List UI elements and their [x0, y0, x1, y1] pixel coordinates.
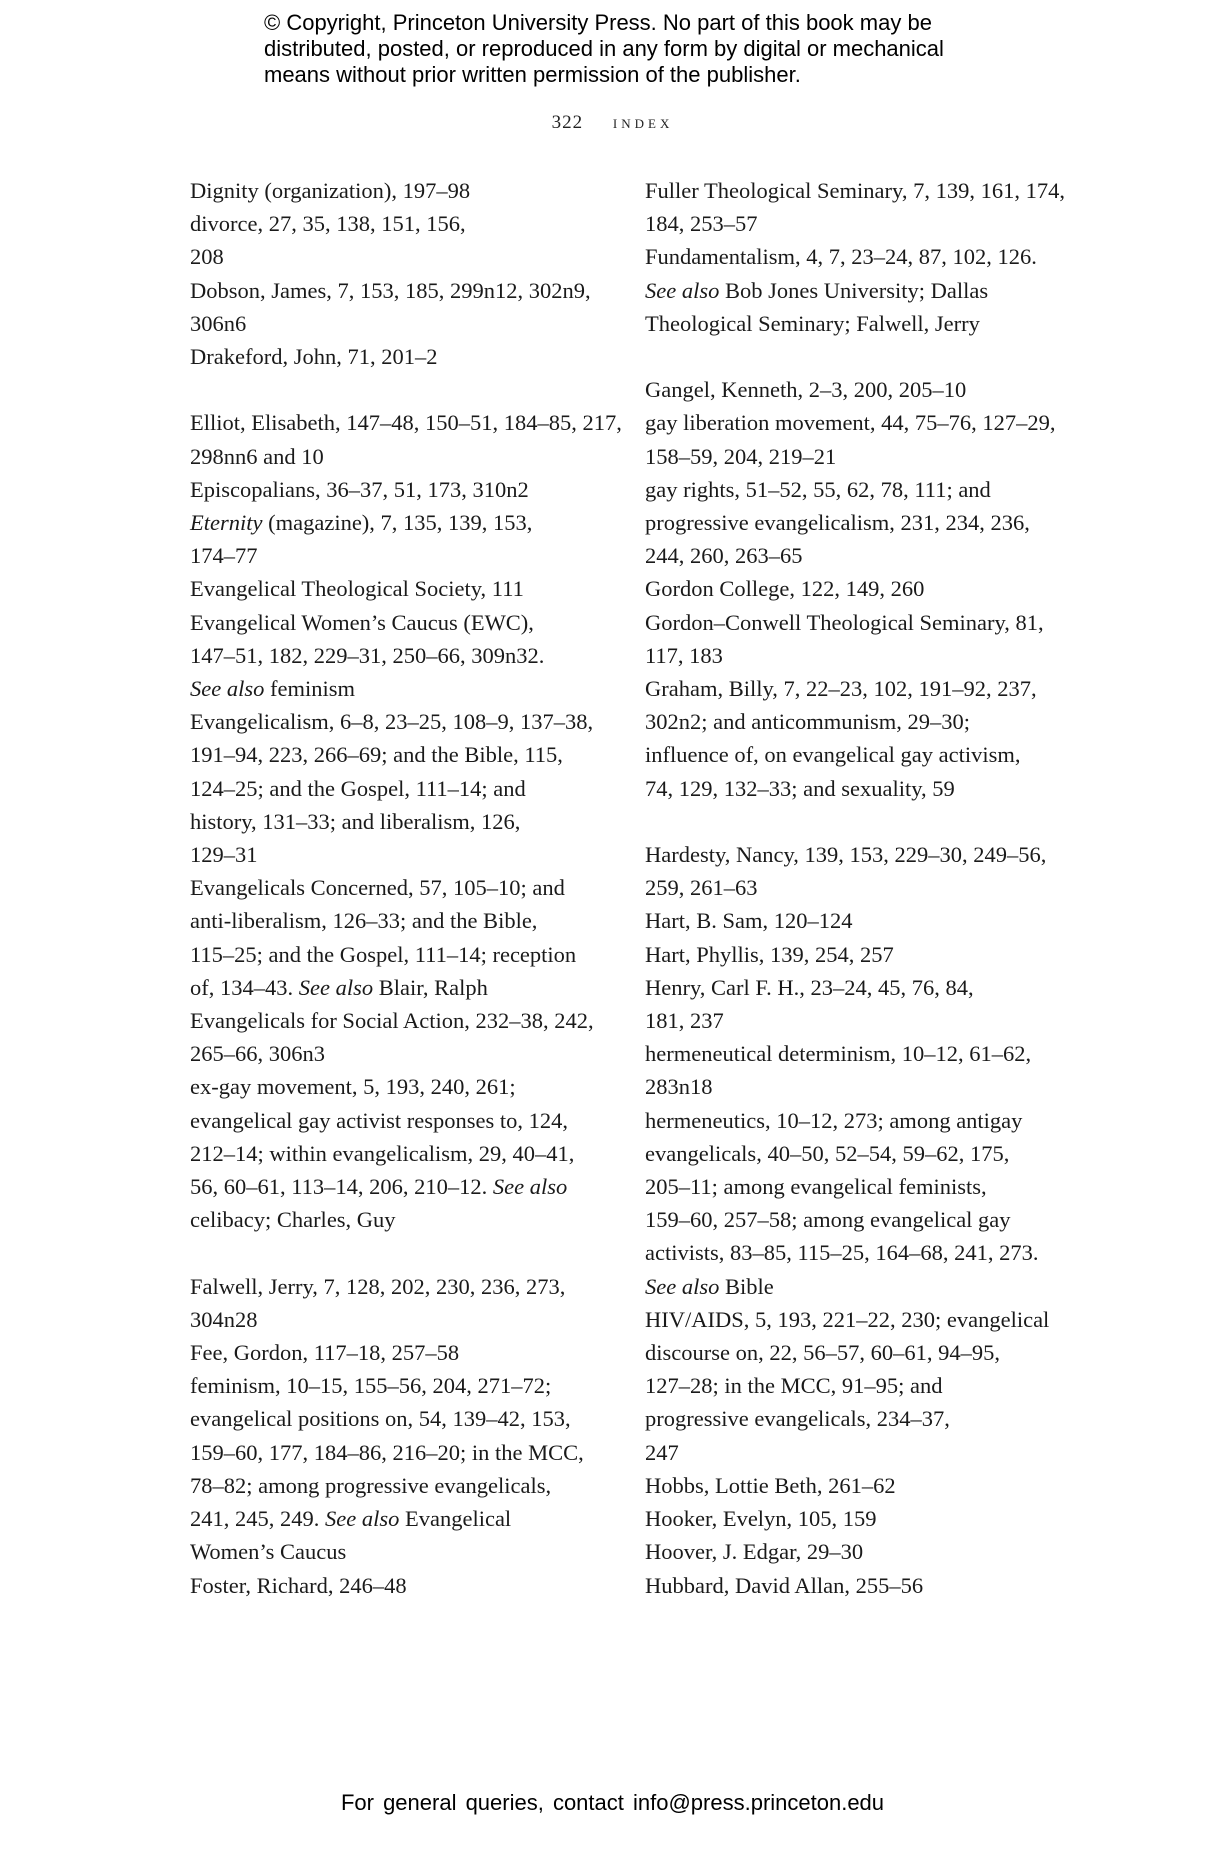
entry-line: 129–31	[190, 842, 258, 868]
entry-line: Hardesty, Nancy, 139, 153, 229–30, 249–56,	[645, 842, 1047, 868]
entry-line: Henry, Carl F. H., 23–24, 45, 76, 84,	[645, 974, 974, 1000]
index-entry	[645, 938, 1075, 971]
entry-line: Hart, B. Sam, 120–124	[645, 908, 853, 934]
entry-line: 124–25; and the Gospel, 111–14; and	[190, 775, 526, 801]
entry-line: hermeneutical determinism, 10–12, 61–62,	[645, 1041, 1032, 1067]
index-entry	[645, 904, 1075, 937]
index-entry	[190, 705, 620, 871]
cross-reference: Women’s Caucus	[190, 1539, 347, 1565]
entry-line: 241, 245, 249.	[190, 1506, 320, 1532]
entry-line: progressive evangelicalism, 231, 234, 236,	[645, 510, 1030, 536]
footer-contact	[0, 1790, 1225, 1816]
entry-line: 127–28; in the MCC, 91–95; and	[645, 1373, 943, 1399]
index-entry	[645, 406, 1075, 472]
entry-line: 184, 253–57	[645, 211, 758, 237]
cross-reference: Bible	[724, 1273, 774, 1299]
entry-line: Hooker, Evelyn, 105, 159	[645, 1506, 877, 1532]
entry-line: Gangel, Kenneth, 2–3, 200, 205–10	[645, 377, 967, 403]
index-entry	[645, 1469, 1075, 1502]
index-entry	[190, 1336, 620, 1369]
entry-line: Hobbs, Lottie Beth, 261–62	[645, 1472, 896, 1498]
entry-line: evangelicals, 40–50, 52–54, 59–62, 175,	[645, 1140, 1010, 1166]
copyright-line: distributed, posted, or reproduced in any form by digital or mechanical	[264, 36, 944, 61]
index-entry	[645, 240, 1075, 340]
cross-reference: Bob Jones University; Dallas	[724, 277, 989, 303]
index-entry	[645, 606, 1075, 672]
entry-line: Hart, Phyllis, 139, 254, 257	[645, 941, 894, 967]
index-entry	[645, 1502, 1075, 1535]
index-entry	[645, 1535, 1075, 1568]
entry-line: evangelical gay activist responses to, 124,	[190, 1107, 569, 1133]
index-entry	[190, 506, 620, 572]
entry-line: 247	[645, 1439, 679, 1465]
entry-line: Evangelicalism, 6–8, 23–25, 108–9, 137–38,	[190, 709, 594, 735]
entry-line: 174–77	[190, 543, 258, 569]
entry-line: 208	[190, 244, 224, 270]
entry-line: Dobson, James, 7, 153, 185, 299n12, 302n9,	[190, 277, 591, 303]
index-entry	[190, 340, 620, 373]
entry-line: 191–94, 223, 266–69; and the Bible, 115,	[190, 742, 563, 768]
entry-line: feminism, 10–15, 155–56, 204, 271–72;	[190, 1373, 552, 1399]
entry-line: Evangelicals Concerned, 57, 105–10; and	[190, 875, 565, 901]
entry-line: 78–82; among progressive evangelicals,	[190, 1472, 552, 1498]
entry-line: HIV/AIDS, 5, 193, 221–22, 230; evangelical	[645, 1306, 1050, 1332]
see-also-label: See also	[645, 277, 720, 303]
index-entry	[190, 1070, 620, 1236]
entry-line: Evangelicals for Social Action, 232–38, 242,	[190, 1008, 594, 1034]
entry-line: gay rights, 51–52, 55, 62, 78, 111; and	[645, 476, 991, 502]
index-entry	[190, 1004, 620, 1070]
entry-line: Evangelical Women’s Caucus (EWC),	[190, 609, 534, 635]
entry-line: 159–60, 257–58; among evangelical gay	[645, 1207, 1011, 1233]
entry-line: 147–51, 182, 229–31, 250–66, 309n32.	[190, 642, 545, 668]
entry-line: history, 131–33; and liberalism, 126,	[190, 808, 521, 834]
entry-line: divorce, 27, 35, 138, 151, 156,	[190, 211, 466, 237]
footer-text: For general queries, contact info@press.princeton.edu	[340, 1790, 885, 1815]
see-also-label: See also	[325, 1506, 400, 1532]
cross-reference: feminism	[269, 676, 355, 702]
entry-line: Fuller Theological Seminary, 7, 139, 161, 174,	[645, 178, 1065, 203]
index-entry	[190, 274, 620, 340]
entry-line: progressive evangelicals, 234–37,	[645, 1406, 950, 1432]
entry-line: Gordon College, 122, 149, 260	[645, 576, 925, 602]
index-column-right	[645, 174, 1075, 1602]
index-entry	[645, 174, 1075, 240]
index-entry	[645, 473, 1075, 573]
entry-line: 298nn6 and 10	[190, 443, 324, 469]
entry-line: 117, 183	[645, 642, 723, 668]
entry-line: Evangelical Theological Society, 111	[190, 576, 524, 602]
see-also-label: See also	[298, 974, 374, 1000]
index-entry	[190, 606, 620, 706]
entry-line: of, 134–43.	[190, 974, 294, 1000]
entry-line: Hoover, J. Edgar, 29–30	[645, 1539, 864, 1565]
index-entry	[645, 1569, 1075, 1602]
entry-line: 302n2; and anticommunism, 29–30;	[645, 709, 970, 735]
entry-line: 159–60, 177, 184–86, 216–20; in the MCC,	[190, 1439, 584, 1465]
see-also-label: See also	[492, 1174, 568, 1200]
entry-line: 56, 60–61, 113–14, 206, 210–12.	[190, 1174, 488, 1200]
index-entry	[190, 207, 620, 273]
index-entry	[190, 572, 620, 605]
index-entry	[190, 871, 620, 1004]
entry-line: influence of, on evangelical gay activism,	[645, 742, 1021, 768]
see-also-label: See also	[645, 1273, 720, 1299]
entry-line: activists, 83–85, 115–25, 164–68, 241, 273.	[645, 1240, 1039, 1266]
index-entry	[190, 406, 620, 472]
cross-reference: celibacy; Charles, Guy	[190, 1207, 396, 1233]
index-column-left	[190, 174, 620, 1602]
entry-line: evangelical positions on, 54, 139–42, 153,	[190, 1406, 571, 1432]
page-number: 322	[551, 112, 584, 133]
entry-line: 306n6	[190, 310, 247, 336]
entry-line: anti-liberalism, 126–33; and the Bible,	[190, 908, 538, 934]
index-entry	[190, 473, 620, 506]
entry-line: Drakeford, John, 71, 201–2	[190, 344, 438, 370]
running-head	[0, 112, 1225, 134]
entry-line: Gordon–Conwell Theological Seminary, 81,	[645, 609, 1044, 635]
entry-line: Elliot, Elisabeth, 147–48, 150–51, 184–85, 217,	[190, 410, 622, 436]
entry-line: gay liberation movement, 44, 75–76, 127–29,	[645, 410, 1056, 436]
index-entry	[645, 373, 1075, 406]
index-entry	[645, 1104, 1075, 1303]
entry-line: hermeneutics, 10–12, 273; among antigay	[645, 1107, 1023, 1133]
entry-line: Falwell, Jerry, 7, 128, 202, 230, 236, 273,	[190, 1273, 566, 1299]
index-entry	[645, 971, 1075, 1037]
entry-line: 244, 260, 263–65	[645, 543, 803, 569]
entry-line: Episcopalians, 36–37, 51, 173, 310n2	[190, 476, 529, 502]
cross-reference: Theological Seminary; Falwell, Jerry	[645, 310, 980, 336]
copyright-line: means without prior written permission of the publisher.	[264, 62, 801, 87]
index-entry	[190, 174, 620, 207]
entry-line: 74, 129, 132–33; and sexuality, 59	[645, 775, 955, 801]
index-entry	[190, 1369, 620, 1568]
entry-line: ex-gay movement, 5, 193, 240, 261;	[190, 1074, 516, 1100]
entry-line: Fundamentalism, 4, 7, 23–24, 87, 102, 126.	[645, 244, 1037, 270]
index-entry	[645, 572, 1075, 605]
entry-line: 265–66, 306n3	[190, 1041, 325, 1067]
entry-line: Graham, Billy, 7, 22–23, 102, 191–92, 237,	[645, 676, 1037, 702]
cross-reference: Evangelical	[404, 1506, 512, 1532]
copyright-line: © Copyright, Princeton University Press. No part of this book may be	[264, 10, 932, 35]
entry-line: 205–11; among evangelical feminists,	[645, 1174, 987, 1200]
entry-line: 283n18	[645, 1074, 713, 1100]
italic-title: Eternity	[190, 510, 263, 536]
entry-line: 181, 237	[645, 1008, 724, 1034]
index-entry	[645, 1303, 1075, 1469]
index-entry	[645, 838, 1075, 904]
entry-line: 115–25; and the Gospel, 111–14; reception	[190, 941, 577, 967]
index-entry	[645, 1037, 1075, 1103]
entry-line: Dignity (organization), 197–98	[190, 178, 471, 203]
entry-line: 304n28	[190, 1306, 258, 1332]
page-title: index	[612, 112, 674, 133]
cross-reference: Blair, Ralph	[378, 974, 488, 1000]
index-entry	[190, 1270, 620, 1336]
entry-line: (magazine), 7, 135, 139, 153,	[262, 510, 533, 536]
index-entry	[645, 672, 1075, 805]
entry-line: Foster, Richard, 246–48	[190, 1572, 407, 1598]
entry-line: 212–14; within evangelicalism, 29, 40–41,	[190, 1140, 575, 1166]
index-entry	[190, 1569, 620, 1602]
entry-line: Hubbard, David Allan, 255–56	[645, 1572, 924, 1598]
entry-line: discourse on, 22, 56–57, 60–61, 94–95,	[645, 1340, 1000, 1366]
see-also-label: See also	[190, 676, 265, 702]
entry-line: 259, 261–63	[645, 875, 758, 901]
copyright-notice	[264, 10, 1024, 88]
entry-line: 158–59, 204, 219–21	[645, 443, 837, 469]
entry-line: Fee, Gordon, 117–18, 257–58	[190, 1340, 460, 1366]
